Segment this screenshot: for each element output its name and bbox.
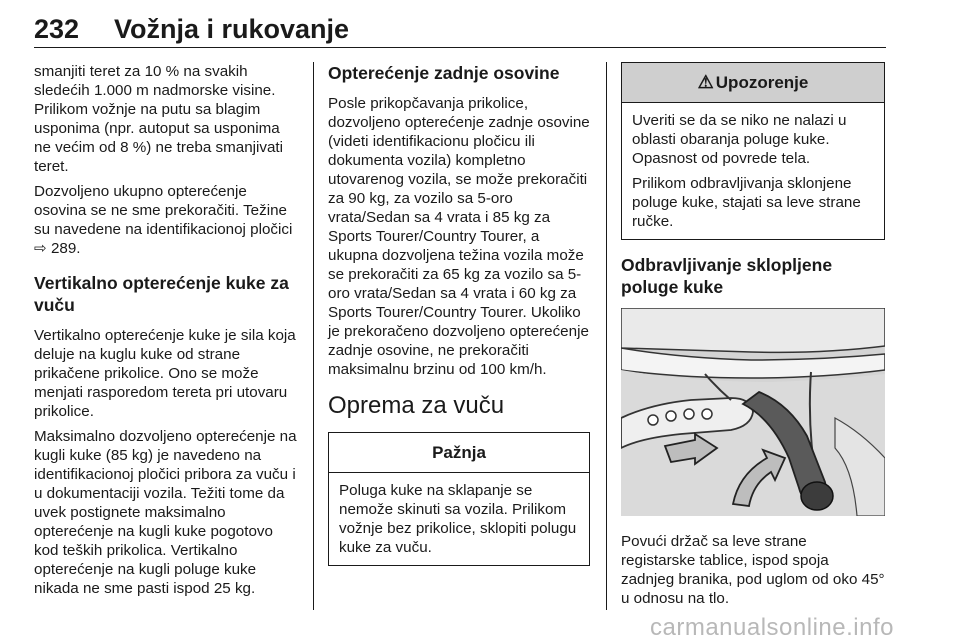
notice-title: Pažnja: [329, 433, 589, 473]
paragraph: Posle prikopčavanja prikolice, dozvoljeno opterećenje zadnje osovine (videti identifikacionu pločicu ili dokumenta vozila) kompletno utovarenog vozila, se može prekoračiti za 90 kg, za vozilo sa 5-oro vrata/Sedan sa 4 vrata i 85 kg za Sports Tourer/Country Tourer, a ukupna dozvoljena težina vozila može se prekoračiti za 65 kg za vozilo sa 5-oro vrata/Sedan sa 4 vrata i 60 kg za Sports Tourer/Country Tourer. Ukoliko je prekoračeno dozvoljeno opterećenje zadnje osovine, ne prekoračiti maksimalnu brzinu od 100 km/h.: [328, 95, 590, 378]
notice-box: [328, 432, 590, 566]
paragraph: Vertikalno opterećenje kuke je sila koja deluje na kuglu kuke od strane prikačene prikolice. Ono se može menjati rasporedom tereta pri utovaru prikolice.: [34, 327, 296, 420]
section-title-towing-equipment: Oprema za vuču: [328, 392, 505, 419]
heading-rear-axle: Opterećenje zadnje osovine: [328, 63, 560, 83]
heading-vertical-load: Vertikalno opterećenje kuke za vuču: [34, 273, 289, 315]
column-left: [34, 62, 298, 604]
page-header: [34, 8, 886, 48]
tow-hook-illustration: [621, 308, 885, 516]
tow-hook-drawing: [621, 308, 885, 516]
warning-triangle-icon: ⚠: [697, 72, 714, 92]
chapter-title: Vožnja i rukovanje: [114, 14, 350, 44]
warning-text: Uveriti se da se niko ne nalazi u oblasti obaranja poluge kuke. Opasnost od povrede tela.: [632, 112, 847, 167]
warning-title: Upozorenje: [715, 72, 809, 92]
warning-box: [621, 62, 885, 240]
paragraph: smanjiti teret za 10 % na svakih sledećih 1.000 m nadmorske visine. Prilikom vožnje na putu sa blagim usponima (npr. autoput sa usponima ne većim od 8 %) ne treba smanjivati teret.: [34, 63, 284, 175]
paragraph-axle-load: Dozvoljeno ukupno opterećenje osovina se ne sme prekoračiti. Težine su navedene na identifikacionoj pločici ⇨ 289.: [34, 183, 293, 257]
watermark: carmanualsonline.info: [650, 614, 894, 641]
notice-text: Poluga kuke na sklapanje se nemože skinuti sa vozila. Prilikom vožnje bez prikolice, sklopiti polugu kuke za vuču.: [339, 482, 577, 556]
warning-header: [622, 63, 884, 103]
page-number: 232: [34, 14, 80, 44]
warning-text: Prilikom odbravljivanja sklonjene poluge kuke, stajati sa leve strane ručke.: [632, 175, 861, 230]
paragraph: Povući držač sa leve strane registarske tablice, ispod spoja zadnjeg branika, pod uglom od oko 45° u odnosu na tlo.: [621, 533, 885, 607]
column-middle: [328, 62, 590, 576]
column-right: [621, 62, 885, 614]
paragraph: Maksimalno dozvoljeno opterećenje na kugli kuke (85 kg) je navedeno na identifikacionoj pločici pribora za vuču i u dokumentaciji vozila. Težiti tome da uvek postignete maksimalno opterećenje na kugli kuke pogotovo kod teških prikolica. Vertikalno opterećenje na kugli poluge kuke nikada ne sme pasti ispod 25 kg.: [34, 428, 297, 597]
column-divider: [313, 62, 314, 610]
heading-unlock-hook: Odbravljivanje sklopljene poluge kuke: [621, 255, 833, 297]
column-divider: [606, 62, 607, 610]
